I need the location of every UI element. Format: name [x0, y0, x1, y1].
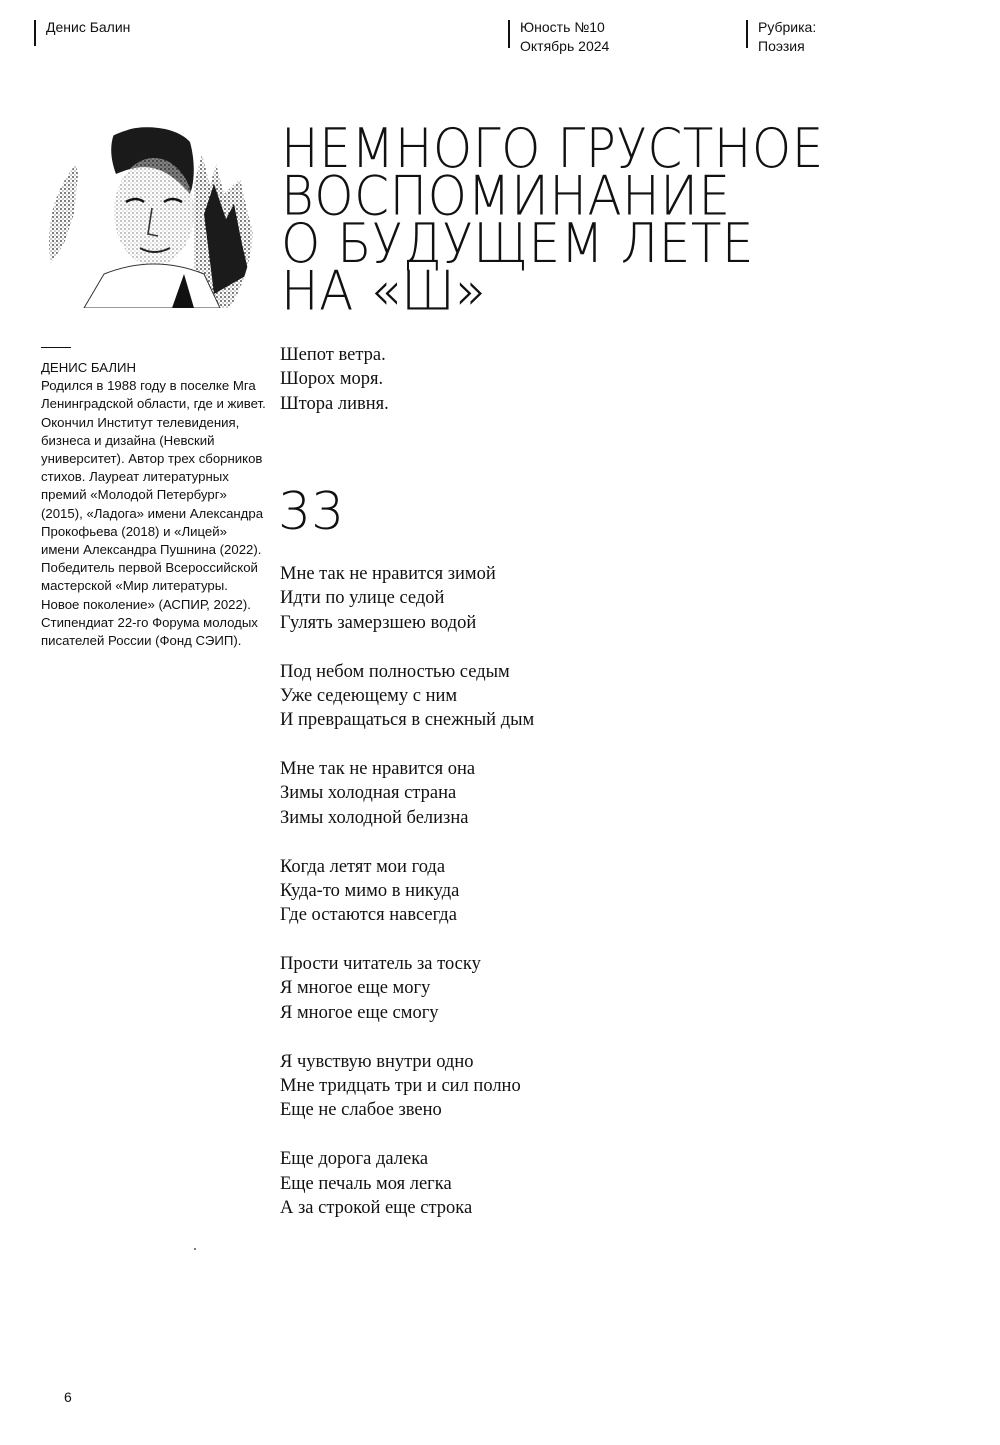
poem-line: Зимы холодной белизна: [280, 807, 469, 828]
scan-speck: [194, 1248, 196, 1250]
poem-line: Куда-то мимо в никуда: [280, 880, 460, 901]
header-rubric-value: Поэзия: [758, 38, 805, 54]
stanza: [280, 757, 534, 830]
running-head-issue: [508, 18, 609, 56]
poem-body: [280, 562, 534, 1245]
poem-line: Еще печаль моя легка: [280, 1173, 452, 1194]
epigraph-line: Шепот ветра.: [280, 345, 386, 365]
poem-line: Еще не слабое звено: [280, 1100, 442, 1121]
title-line: НЕМНОГО ГРУСТНОЕ: [281, 117, 824, 181]
epigraph: [280, 343, 389, 416]
poem-line: Где остаются навсегда: [280, 905, 457, 926]
poem-line: Гулять замерзшею водой: [280, 612, 477, 633]
stanza: [280, 952, 534, 1025]
page-number: 6: [64, 1389, 72, 1405]
poem-line: Прости читатель за тоску: [280, 954, 481, 975]
bio-author-name: ДЕНИС БАЛИН: [41, 360, 137, 375]
poem-line: Мне так не нравится зимой: [280, 564, 496, 584]
bio-divider: [41, 347, 71, 348]
poem-line: И превращаться в снежный дым: [280, 710, 535, 731]
author-portrait: [44, 124, 256, 308]
poem-line: Мне тридцать три и сил полно: [280, 1075, 521, 1096]
header-rubric-label: Рубрика:: [758, 19, 817, 35]
poem-line: Идти по улице седой: [280, 588, 445, 609]
poem-line: Я многое еще могу: [280, 978, 431, 999]
poem-line: Мне так не нравится она: [280, 759, 476, 780]
poem-line: Зимы холодная страна: [280, 783, 457, 804]
author-bio: [41, 359, 266, 650]
epigraph-line: Шорох моря.: [280, 369, 384, 390]
running-head-author: [34, 18, 130, 37]
bio-text: Родился в 1988 году в поселке Мга Ленинградской области, где и живет. Окончил Институт телевидения, бизнеса и дизайна (Невский университет). Автор трех сборников стихов. Лауреат литературных премий «Молодой Петербург» (2015), «Ладога» имени Александра Прокофьева (2018) и «Лицей» имени Александра Пушнина (2022). Победитель первой Всероссийской мастерской «Мир литературы. Новое поколение» (АСПИР, 2022). Стипендиат 22-го Форума молодых писателей России (Фонд СЭИП).: [41, 378, 266, 649]
header-magazine: Юность №10: [520, 19, 605, 35]
poem-line: Я чувствую внутри одно: [280, 1051, 474, 1072]
poem-line: Я многое еще смогу: [280, 1002, 439, 1023]
title-line: О БУДУЩЕМ ЛЕТЕ: [281, 212, 754, 276]
poem-cycle-title: [281, 117, 981, 323]
header-date: Октябрь 2024: [520, 38, 610, 54]
header-author-name: Денис Балин: [46, 19, 131, 35]
running-head-rubric: [746, 18, 816, 56]
poem-line: Еще дорога далека: [280, 1149, 429, 1170]
epigraph-line: Штора ливня.: [280, 393, 389, 414]
stanza: [280, 855, 534, 928]
poem-line: Под небом полностью седым: [280, 661, 510, 682]
stanza: [280, 562, 534, 635]
poem-line: А за строкой еще строка: [280, 1197, 473, 1218]
poem-number: 33: [278, 482, 345, 542]
title-line: НА «Ш»: [281, 260, 487, 323]
stanza: [280, 1147, 534, 1220]
poem-line: Когда летят мои года: [280, 856, 446, 877]
title-line: ВОСПОМИНАНИЕ: [281, 164, 731, 228]
stanza: [280, 1050, 534, 1123]
poem-line: Уже седеющему с ним: [280, 685, 458, 706]
stanza: [280, 660, 534, 733]
